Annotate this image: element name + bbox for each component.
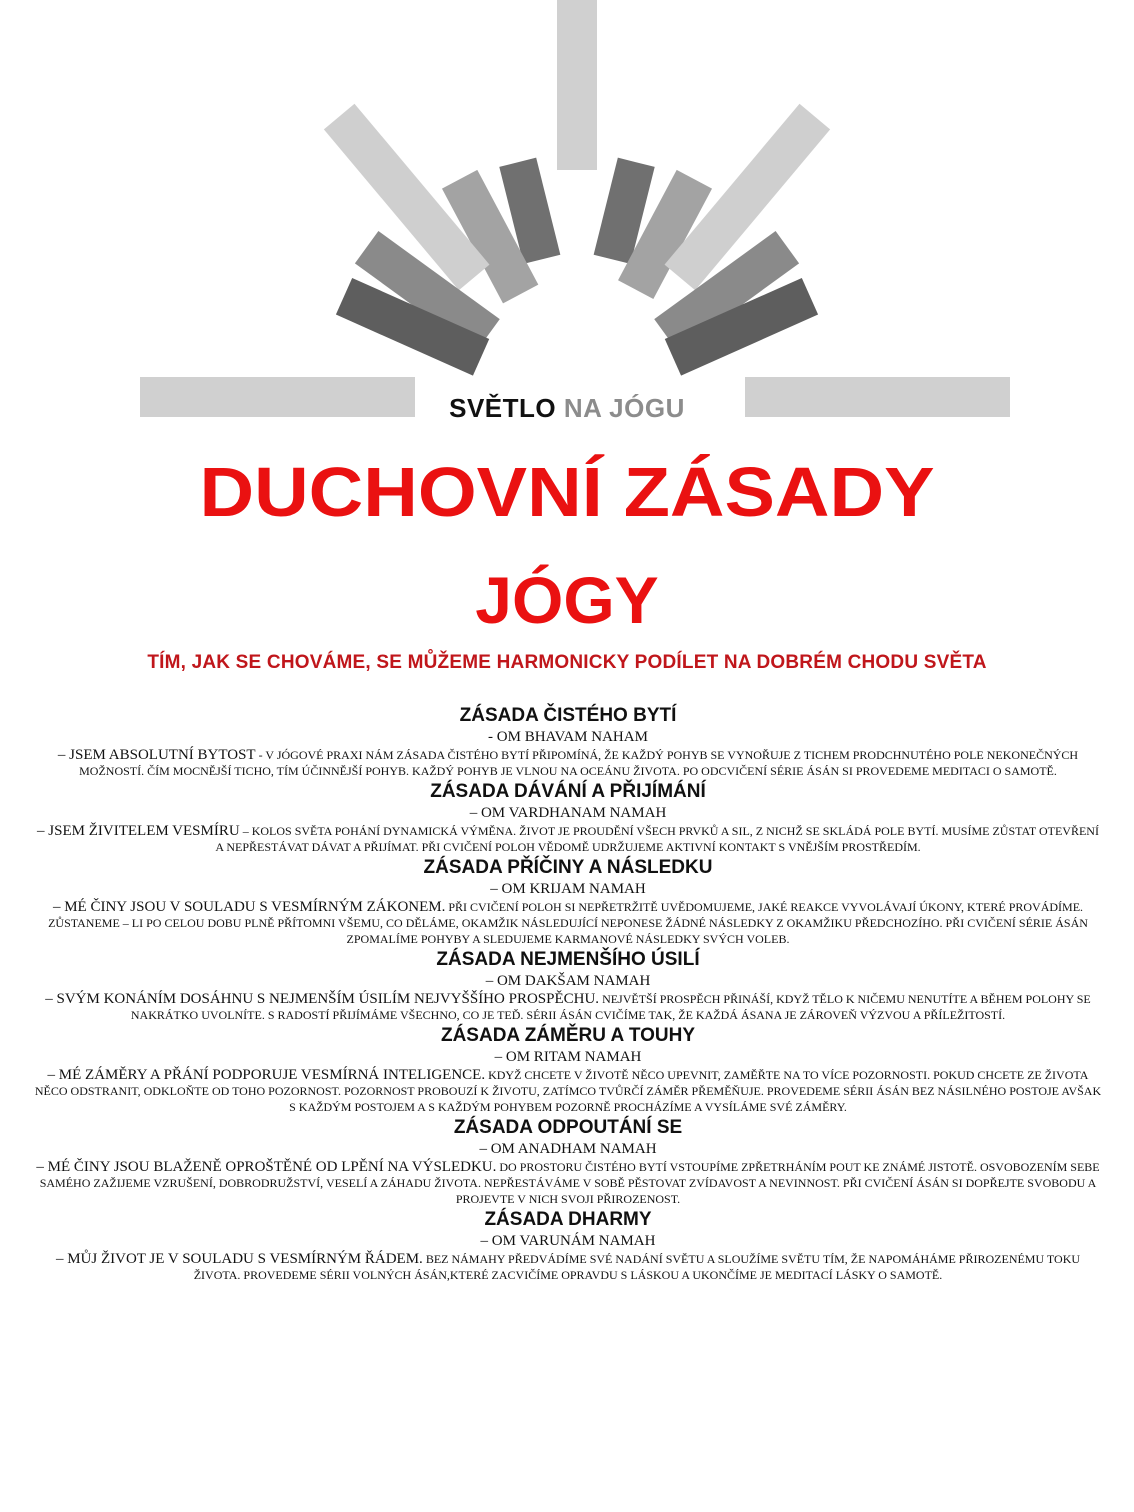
principle-body: - V JÓGOVÉ PRAXI NÁM ZÁSADA ČISTÉHO BYTÍ PŘIPOMÍNÁ, ŽE KAŽDÝ POHYB SE VYNOŘUJE Z TICHEM PRODCHNUTÉHO POLE NEKONEČNÝCH MOŽNOSTÍ. ČÍM MOCNĚJŠÍ TICHO, TÍM ÚČINNĚJŠÍ POHYB. KAŽDÝ POHYB JE VLNOU NA OCEÁNU ŽIVOTA. PO ODCVIČENÍ SÉRIE ÁSÁN SI PROVEDEME MEDITACI O SAMOTĚ. <box>79 748 1079 778</box>
rays-group <box>324 0 830 376</box>
principle-mantra: – OM ANADHAM NAMAH <box>479 1141 657 1157</box>
principle-section <box>18 780 1118 855</box>
principle-section <box>18 704 1118 779</box>
principle-body: – KOLOS SVĚTA POHÁNÍ DYNAMICKÁ VÝMĚNA. ŽIVOT JE PROUDĚNÍ VŠECH PRVKŮ A SIL, Z NICHŽ SE SKLÁDÁ POLE BYTÍ. MUSÍME ZŮSTAT OTEVŘENÍ A NEPŘESTÁVAT DÁVAT A PŘIJÍMAT. PŘI CVIČENÍ POLOH VĚDOMĚ UDRŽUJEME AKTIVNÍ KONTAKT S VNĚJŠÍM PROSTŘEDÍM. <box>215 824 1099 854</box>
brand-logo-text <box>0 393 1134 424</box>
principle-lead: – JSEM ŽIVITELEM VESMÍRU <box>37 823 240 839</box>
principle-section <box>18 948 1118 1023</box>
sunburst-logo <box>0 0 1134 430</box>
principle-title: ZÁSADA PŘÍČINY A NÁSLEDKU <box>423 857 713 878</box>
principle-lead: – MÉ ČINY JSOU BLAŽENĚ OPROŠTĚNÉ OD LPĚNÍ NA VÝSLEDKU. <box>36 1159 497 1175</box>
principle-lead: – JSEM ABSOLUTNÍ BYTOST <box>57 747 256 763</box>
principle-section <box>18 1208 1118 1283</box>
principle-lead: – MÉ ZÁMĚRY A PŘÁNÍ PODPORUJE VESMÍRNÁ INTELIGENCE. <box>47 1067 486 1083</box>
principle-section <box>18 856 1118 947</box>
principle-mantra: - OM BHAVAM NAHAM <box>488 729 648 745</box>
principle-title: ZÁSADA DHARMY <box>484 1209 652 1230</box>
principle-text <box>18 1251 1118 1283</box>
principle-lead: – MŮJ ŽIVOT JE V SOULADU S VESMÍRNÝM ŘÁDEM. <box>55 1251 423 1267</box>
principle-mantra: – OM KRIJAM NAMAH <box>490 881 646 897</box>
principle-title: ZÁSADA ODPOUTÁNÍ SE <box>453 1117 683 1138</box>
principle-text <box>18 899 1118 947</box>
principle-text <box>18 747 1118 779</box>
principle-text <box>18 1159 1118 1207</box>
principle-section <box>18 1116 1118 1207</box>
principle-body: BEZ NÁMAHY PŘEDVÁDÍME SVÉ NADÁNÍ SVĚTU A SLOUŽÍME SVĚTU TÍM, ŽE NAPOMÁHÁME PŘIROZENÉMU TOKU ŽIVOTA. PROVEDEME SÉRII VOLNÝCH ÁSÁN,KTERÉ ZACVIČÍME OPRAVDU S LÁSKOU A UKONČÍME JE MEDITACÍ LÁSKY O SAMOTĚ. <box>193 1252 1081 1282</box>
principle-mantra: – OM VARDHANAM NAMAH <box>469 805 667 821</box>
principle-mantra: – OM DAKŠAM NAMAH <box>485 973 651 989</box>
principle-text <box>18 823 1118 855</box>
principle-text <box>18 1067 1118 1115</box>
page-title: DUCHOVNÍ ZÁSADY <box>199 453 935 531</box>
principle-title: ZÁSADA ZÁMĚRU A TOUHY <box>440 1025 696 1046</box>
principle-mantra: – OM RITAM NAMAH <box>494 1049 642 1065</box>
brand-part1: SVĚTLO <box>449 393 557 423</box>
ray-0 <box>557 0 597 170</box>
principle-title: ZÁSADA ČISTÉHO BYTÍ <box>459 705 677 726</box>
principle-body: DO PROSTORU ČISTÉHO BYTÍ VSTOUPÍME ZPŘETRHÁNÍM POUT KE ZNÁMÉ JISTOTĚ. OSVOBOZENÍM SEBE SAMÉHO ZAŽIJEME VZRUŠENÍ, DOBRODRUŽSTVÍ, VESELÍ A ZÁHADU ŽIVOTA. NEPŘESTÁVÁME V SOBĚ PĚSTOVAT ZVÍDAVOST A NEVINNOST. PŘI CVIČENÍ ÁSÁN SI DOPŘEJTE SVOBODU A PROJEVTE V NICH SVOJI PŘIROZENOST. <box>39 1160 1100 1206</box>
principles-list <box>18 703 1118 1283</box>
principle-section <box>18 1024 1118 1115</box>
principle-title: ZÁSADA DÁVÁNÍ A PŘIJÍMÁNÍ <box>430 781 706 802</box>
tagline: TÍM, JAK SE CHOVÁME, SE MŮŽEME HARMONICKY PODÍLET NA DOBRÉM CHODU SVĚTA <box>147 652 987 673</box>
page-subtitle: JÓGY <box>475 563 659 637</box>
principle-title: ZÁSADA NEJMENŠÍHO ÚSILÍ <box>436 949 700 970</box>
principle-mantra: – OM VARUNÁM NAMAH <box>480 1233 656 1249</box>
principle-text <box>18 991 1118 1023</box>
principle-body: NEJVĚTŠÍ PROSPĚCH PŘINÁŠÍ, KDYŽ TĚLO K NIČEMU NENUTÍTE A BĚHEM POLOHY SE NAKRÁTKO UVOLNÍTE. S RADOSTÍ PŘIJÍMÁME VŠECHNO, CO JE TEĎ. SÉRII ÁSÁN CVIČÍME TAK, ŽE KAŽDÁ ÁSANA JE ZÁROVEŇ VÝZVOU A PŘÍLEŽITOSTÍ. <box>130 992 1091 1022</box>
principle-lead: – SVÝM KONÁNÍM DOSÁHNU S NEJMENŠÍM ÚSILÍM NEJVYŠŠÍHO PROSPĚCHU. <box>45 991 600 1007</box>
brand-part2: NA JÓGU <box>563 393 685 423</box>
principle-body: PŘI CVIČENÍ POLOH SI NEPŘETRŽITĚ UVĚDOMUJEME, JAKÉ REAKCE VYVOLÁVAJÍ ÚKONY, KTERÉ PROVÁDÍME. ZŮSTANEME – LI PO CELOU DOBU PLNĚ PŘÍTOMNI VŠEMU, CO DĚLÁME, OKAMŽIK NÁSLEDUJÍCÍ NEPONESE ŽÁDNÉ NÁSLEDKY Z OKAMŽIKU PŘEDCHOZÍHO. PŘI CVIČENÍ SÉRIE ÁSÁN ZPOMALÍME POHYBY A SLEDUJEME KARMANOVÉ NÁSLEDKY SVÝCH VOLEB. <box>48 900 1088 946</box>
principle-body: KDYŽ CHCETE V ŽIVOTĚ NĚCO UPEVNIT, ZAMĚŘTE NA TO VÍCE POZORNOSTI. POKUD CHCETE ZE ŽIVOTA NĚCO ODSTRANIT, ODKLOŇTE OD TOHO POZORNOST. POZORNOST PROBOUZÍ K ŽIVOTU, ZATÍMCO TVŮRČÍ ZÁMĚR PŘEMĚŇUJE. PROVEDEME SÉRII ÁSÁN BEZ NÁSILNÉHO POSTOJE AVŠAK S KAŽDÝM POSTOJEM A S KAŽDÝM POHYBEM POZORNĚ PROCHÁZÍME A VYSÍLÁME SVÉ ZÁMĚRY. <box>34 1068 1102 1114</box>
principle-lead: – MÉ ČINY JSOU V SOULADU S VESMÍRNÝM ZÁKONEM. <box>52 899 446 915</box>
